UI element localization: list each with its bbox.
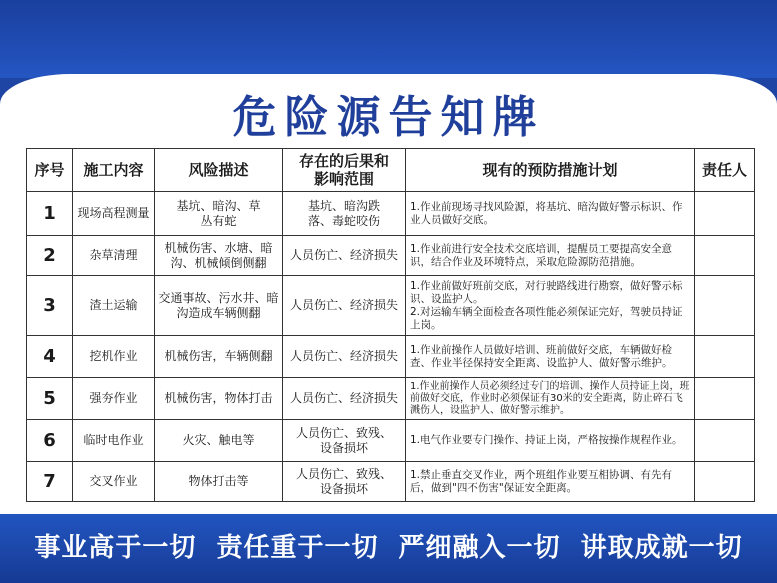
row-risk: 火灾、触电等 [155,420,283,462]
row-risk: 机械伤害、水塘、暗沟、机械倾倒侧翻 [155,236,283,276]
row-seq: 1 [27,192,73,236]
row-plan: 1.禁止垂直交叉作业，两个班组作业要互相协调、有先有后，做到"四不伤害"保证安全距离。 [406,462,695,502]
row-seq: 4 [27,336,73,378]
table-row [27,462,755,502]
row-risk: 基坑、暗沟、草丛有蛇 [155,192,283,236]
row-owner [695,192,755,236]
row-seq: 7 [27,462,73,502]
row-task: 渣土运输 [73,276,155,336]
row-consequence: 人员伤亡、致残、设备损坏 [283,462,406,502]
row-risk: 机械伤害，物体打击 [155,378,283,420]
row-consequence: 人员伤亡、经济损失 [283,236,406,276]
row-task: 临时电作业 [73,420,155,462]
row-seq: 3 [27,276,73,336]
row-risk: 机械伤害，车辆侧翻 [155,336,283,378]
row-plan: 1.电气作业要专门操作、持证上岗，严格按操作规程作业。 [406,420,695,462]
row-task: 挖机作业 [73,336,155,378]
board-title: 危险源告知牌 [232,92,545,143]
table-row [27,192,755,236]
row-owner [695,276,755,336]
row-owner [695,236,755,276]
row-task: 强夯作业 [73,378,155,420]
row-plan: 1.作业前操作人员做好培训、班前做好交底，车辆做好检查、作业半径保持安全距离、设监护人、做好警示维护。 [406,336,695,378]
row-plan: 1.作业前进行安全技术交底培训，提醒员工要提高安全意识，结合作业及环境特点，采取危险源防范措施。 [406,236,695,276]
row-consequence: 人员伤亡、致残、设备损坏 [283,420,406,462]
table-row [27,378,755,420]
table-row [27,336,755,378]
row-plan: 1.作业前操作人员必须经过专门的培训、操作人员持证上岗，班前做好交底，作业时必须保证有30米的安全距离，防止碎石飞溅伤人，设监护人、做好警示维护。 [406,378,695,420]
row-plan: 1.作业前现场寻找风险源，将基坑、暗沟做好警示标识、作业人员做好交底。 [406,192,695,236]
top-banner [0,0,777,78]
row-plan: 1.作业前做好班前交底，对行驶路线进行勘察，做好警示标识、设监护人。 2.对运输车辆全面检查各项性能必须保证完好，驾驶员持证上岗。 [406,276,695,336]
hazard-table [26,148,755,502]
row-consequence: 基坑、暗沟跌落、毒蛇咬伤 [283,192,406,236]
row-owner [695,462,755,502]
header-seq: 序号 [27,149,73,192]
header-task: 施工内容 [73,149,155,192]
table-row [27,276,755,336]
row-seq: 5 [27,378,73,420]
slogan: 事业高于一切 责任重于一切 严细融入一切 讲取成就一切 [34,533,743,563]
row-seq: 6 [27,420,73,462]
header-plan: 现有的预防措施计划 [406,149,695,192]
table-row [27,236,755,276]
row-consequence: 人员伤亡、经济损失 [283,336,406,378]
header-risk: 风险描述 [155,149,283,192]
row-owner [695,378,755,420]
row-consequence: 人员伤亡、经济损失 [283,378,406,420]
row-risk: 物体打击等 [155,462,283,502]
table-row [27,420,755,462]
row-owner [695,336,755,378]
row-task: 杂草清理 [73,236,155,276]
row-consequence: 人员伤亡、经济损失 [283,276,406,336]
row-task: 现场高程测量 [73,192,155,236]
row-seq: 2 [27,236,73,276]
header-owner: 责任人 [695,149,755,192]
row-task: 交叉作业 [73,462,155,502]
row-risk: 交通事故、污水井、暗沟造成车辆侧翻 [155,276,283,336]
row-owner [695,420,755,462]
table-header-row [27,149,755,192]
header-consequence: 存在的后果和影响范围 [283,149,406,192]
